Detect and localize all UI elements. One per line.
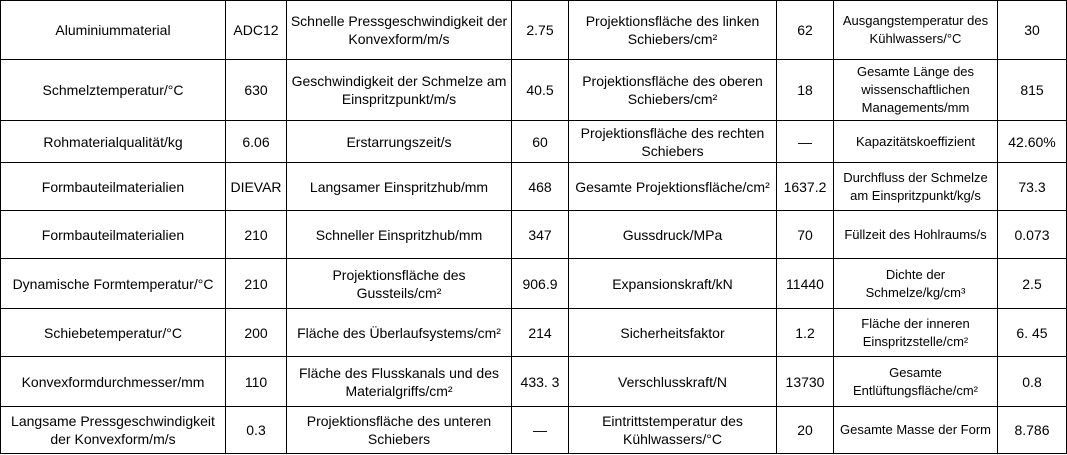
param-value: 433. 3 [512,357,569,407]
param-value: 6.06 [226,121,287,163]
param-label: Rohmaterialqualität/kg [1,121,226,163]
param-value: 11440 [777,259,834,309]
param-label: Schmelztemperatur/°C [1,60,226,121]
param-label: Ausgangstemperatur des Kühlwassers/°C [834,1,998,60]
param-value: 214 [512,309,569,357]
param-value: 1637.2 [777,163,834,211]
param-label: Kapazitätskoeffizient [834,121,998,163]
param-label: Projektionsfläche des linken Schiebers/cm² [569,1,777,60]
param-label: Dichte der Schmelze/kg/cm³ [834,259,998,309]
table-row [1,259,1067,309]
param-label: Langsamer Einspritzhub/mm [287,163,512,211]
param-label: Gesamte Länge des wissenschaftlichen Managements/mm [834,60,998,121]
param-value: 60 [512,121,569,163]
param-value: 200 [226,309,287,357]
param-value: 8.786 [998,407,1067,454]
param-value: 0.8 [998,357,1067,407]
param-label: Verschlusskraft/N [569,357,777,407]
param-value: — [777,121,834,163]
param-value: 73.3 [998,163,1067,211]
param-label: Fläche des Flusskanals und des Materialgriffs/cm² [287,357,512,407]
param-value: 2.5 [998,259,1067,309]
param-value: DIEVAR [226,163,287,211]
table-row [1,60,1067,121]
param-label: Projektionsfläche des Gussteils/cm² [287,259,512,309]
param-value: ADC12 [226,1,287,60]
param-label: Schiebetemperatur/°C [1,309,226,357]
param-label: Projektionsfläche des unteren Schiebers [287,407,512,454]
param-label: Schnelle Pressgeschwindigkeit der Konvexform/m/s [287,1,512,60]
param-label: Durchfluss der Schmelze am Einspritzpunkt/kg/s [834,163,998,211]
table-row [1,211,1067,259]
param-label: Fläche des Überlaufsystems/cm² [287,309,512,357]
param-value: 110 [226,357,287,407]
param-value: 30 [998,1,1067,60]
table-row [1,357,1067,407]
param-value: 1.2 [777,309,834,357]
param-label: Formbauteilmaterialien [1,211,226,259]
param-value: 906.9 [512,259,569,309]
param-label: Geschwindigkeit der Schmelze am Einspritzpunkt/m/s [287,60,512,121]
param-value: 0.073 [998,211,1067,259]
param-value: 210 [226,259,287,309]
param-value: 13730 [777,357,834,407]
param-label: Gesamte Projektionsfläche/cm² [569,163,777,211]
param-value: 630 [226,60,287,121]
param-value: 2.75 [512,1,569,60]
table-row [1,121,1067,163]
param-value: 42.60% [998,121,1067,163]
param-value: 815 [998,60,1067,121]
param-value: 62 [777,1,834,60]
table-row [1,163,1067,211]
param-label: Dynamische Formtemperatur/°C [1,259,226,309]
param-label: Projektionsfläche des oberen Schiebers/cm² [569,60,777,121]
param-label: Konvexformdurchmesser/mm [1,357,226,407]
table-row [1,407,1067,454]
param-label: Gussdruck/MPa [569,211,777,259]
param-label: Sicherheitsfaktor [569,309,777,357]
param-label: Aluminiummaterial [1,1,226,60]
param-value: 70 [777,211,834,259]
param-label: Langsame Pressgeschwindigkeit der Konvexform/m/s [1,407,226,454]
param-value: 210 [226,211,287,259]
param-value: 20 [777,407,834,454]
param-label: Gesamte Masse der Form [834,407,998,454]
param-label: Formbauteilmaterialien [1,163,226,211]
param-value: 18 [777,60,834,121]
param-value: — [512,407,569,454]
param-label: Gesamte Entlüftungsfläche/cm² [834,357,998,407]
param-label: Füllzeit des Hohlraums/s [834,211,998,259]
param-value: 0.3 [226,407,287,454]
param-label: Erstarrungszeit/s [287,121,512,163]
param-label: Fläche der inneren Einspritzstelle/cm² [834,309,998,357]
table-row [1,309,1067,357]
param-label: Projektionsfläche des rechten Schiebers [569,121,777,163]
param-label: Eintrittstemperatur des Kühlwassers/°C [569,407,777,454]
table-row [1,1,1067,60]
param-value: 347 [512,211,569,259]
param-value: 468 [512,163,569,211]
param-label: Schneller Einspritzhub/mm [287,211,512,259]
param-label: Expansionskraft/kN [569,259,777,309]
param-value: 40.5 [512,60,569,121]
param-value: 6. 45 [998,309,1067,357]
